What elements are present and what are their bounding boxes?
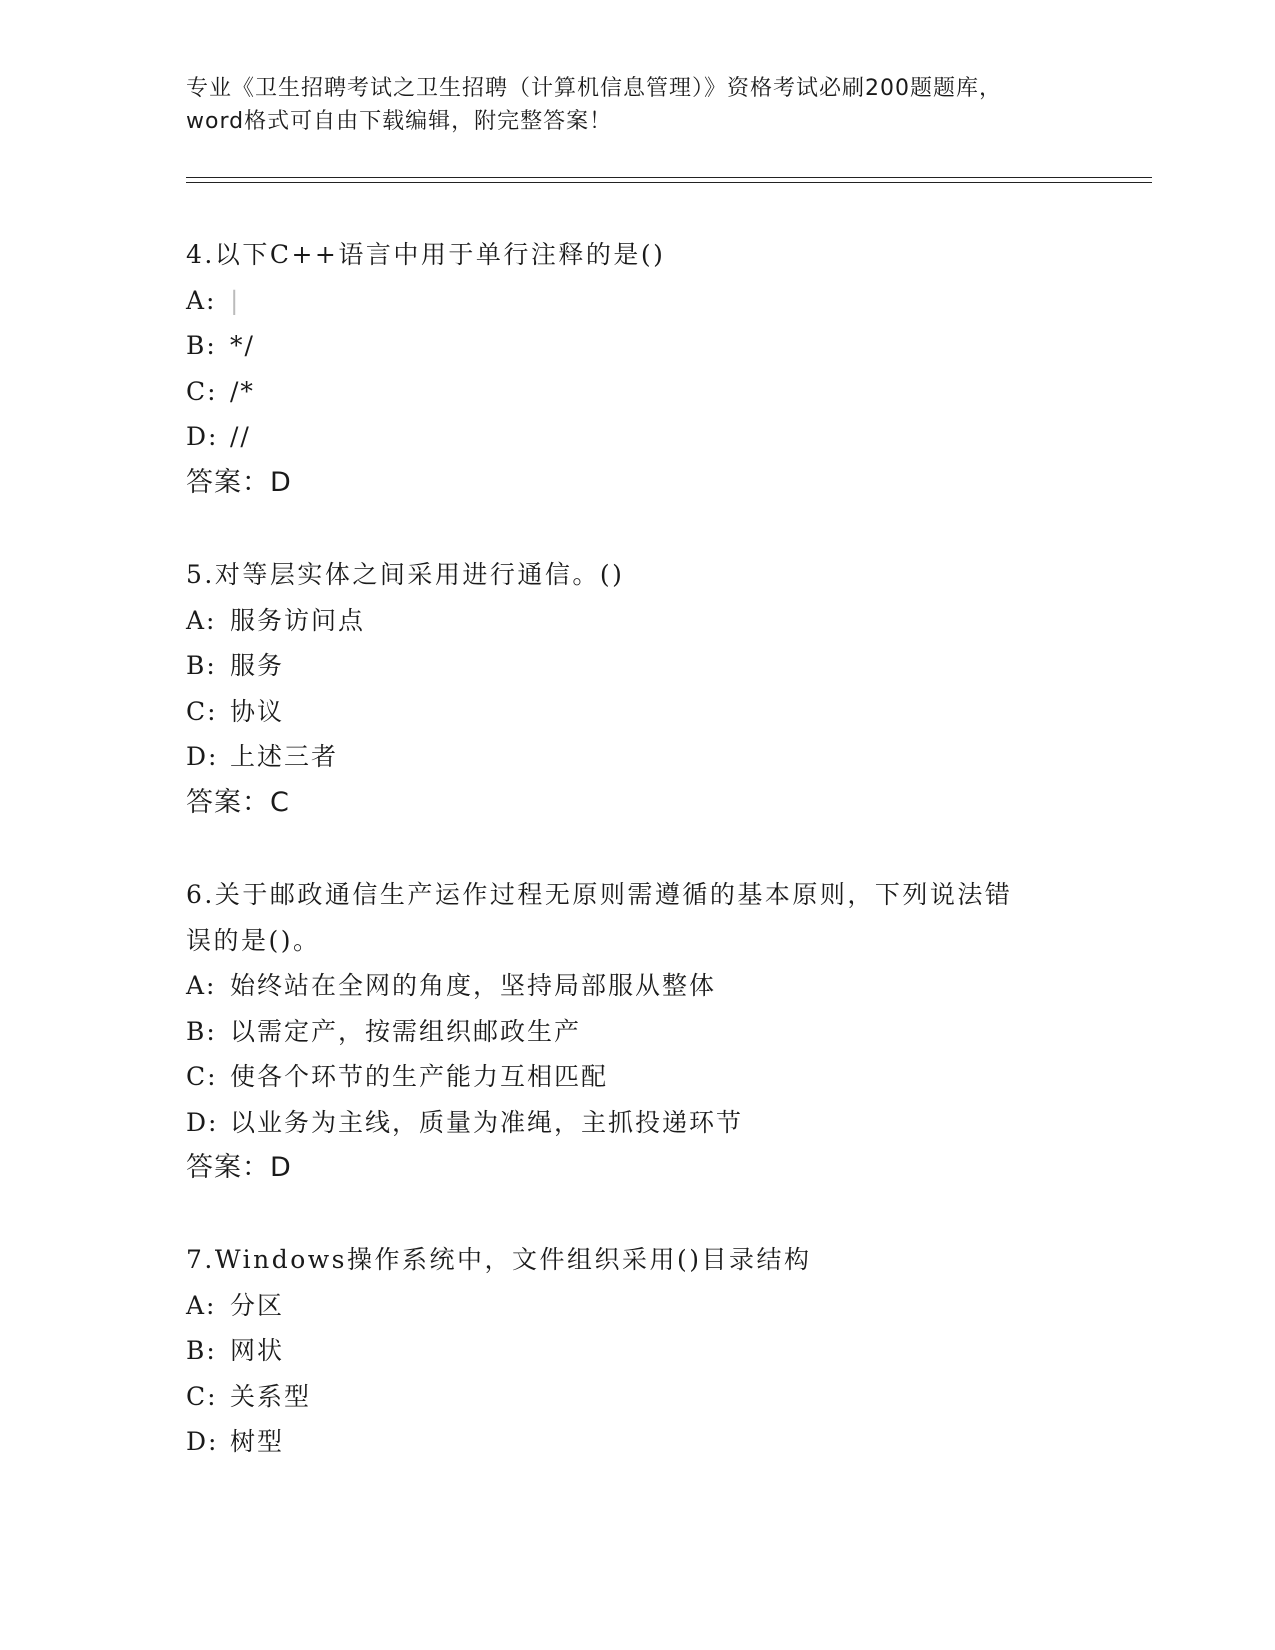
option-c (186, 689, 1086, 735)
option-b (186, 323, 1086, 369)
option-label: D: (186, 742, 219, 771)
option-label: A: (186, 285, 217, 315)
option-text: // (230, 422, 251, 451)
option-text: 使各个环节的生产能力互相匹配 (230, 1062, 609, 1091)
option-label: B: (186, 651, 217, 680)
option-text: 网状 (230, 1336, 285, 1365)
option-d (186, 1100, 1086, 1146)
option-label: A: (186, 605, 217, 635)
option-c (186, 1054, 1086, 1100)
option-text: 上述三者 (230, 742, 339, 771)
option-label: C: (186, 1062, 218, 1091)
question-title (186, 552, 1086, 598)
answer-line: 答案：D (186, 1152, 292, 1183)
question-title-line: 4.以下C++语言中用于单行注释的是() (186, 240, 666, 269)
option-text: 服务访问点 (230, 605, 366, 635)
option-text: 以需定产，按需组织邮政生产 (230, 1016, 582, 1046)
option-text: 分区 (230, 1290, 285, 1320)
header-line-2: word格式可自由下载编辑，附完整答案！ (186, 109, 613, 134)
option-label: C: (186, 696, 218, 726)
option-text: 服务 (230, 651, 285, 680)
answer-line: 答案：C (186, 786, 290, 818)
header-divider-bottom (186, 182, 1152, 183)
question-title (186, 1237, 1086, 1283)
question-title (186, 232, 1086, 278)
option-label: B: (186, 1336, 217, 1365)
option-label: D: (186, 422, 219, 451)
question-4 (186, 232, 1086, 505)
option-label: B: (186, 1016, 217, 1046)
option-text: 以业务为主线，质量为准绳，主抓投递环节 (230, 1107, 744, 1137)
option-text: 协议 (230, 696, 285, 726)
question-6 (186, 872, 1086, 1191)
question-title-line: 误的是()。 (186, 925, 321, 955)
answer-line: 答案：D (186, 466, 292, 498)
option-label: D: (186, 1107, 219, 1137)
option-label: A: (186, 971, 217, 1000)
option-text: 始终站在全网的角度，坚持局部服从整体 (230, 971, 717, 1000)
option-a (186, 1283, 1086, 1329)
option-d (186, 734, 1086, 780)
option-b (186, 643, 1086, 689)
question-title-line: 7.Windows操作系统中，文件组织采用()目录结构 (186, 1245, 812, 1274)
option-label: A: (186, 1290, 217, 1320)
option-text: | (230, 285, 241, 315)
option-label: C: (186, 1381, 218, 1411)
question-title (186, 872, 1086, 963)
option-b (186, 1328, 1086, 1374)
option-text: 树型 (230, 1427, 285, 1456)
question-5 (186, 552, 1086, 825)
option-text: /* (230, 376, 255, 406)
option-label: D: (186, 1427, 219, 1456)
question-title-line: 5.对等层实体之间采用进行通信。() (186, 560, 625, 589)
option-d (186, 1419, 1086, 1465)
document-header (186, 72, 1086, 138)
option-a (186, 278, 1086, 324)
header-divider-top (186, 177, 1152, 178)
question-title-line: 6.关于邮政通信生产运作过程无原则需遵循的基本原则，下列说法错 (186, 880, 1013, 909)
question-7 (186, 1237, 1086, 1465)
option-c (186, 1374, 1086, 1420)
option-text: 关系型 (230, 1381, 312, 1411)
option-text: */ (230, 331, 255, 360)
option-a (186, 598, 1086, 644)
option-b (186, 1009, 1086, 1055)
option-c (186, 369, 1086, 415)
option-d (186, 414, 1086, 460)
header-line-1: 专业《卫生招聘考试之卫生招聘（计算机信息管理）》资格考试必刷200题题库， (186, 76, 1002, 101)
option-label: C: (186, 376, 218, 406)
option-a (186, 963, 1086, 1009)
option-label: B: (186, 331, 217, 360)
